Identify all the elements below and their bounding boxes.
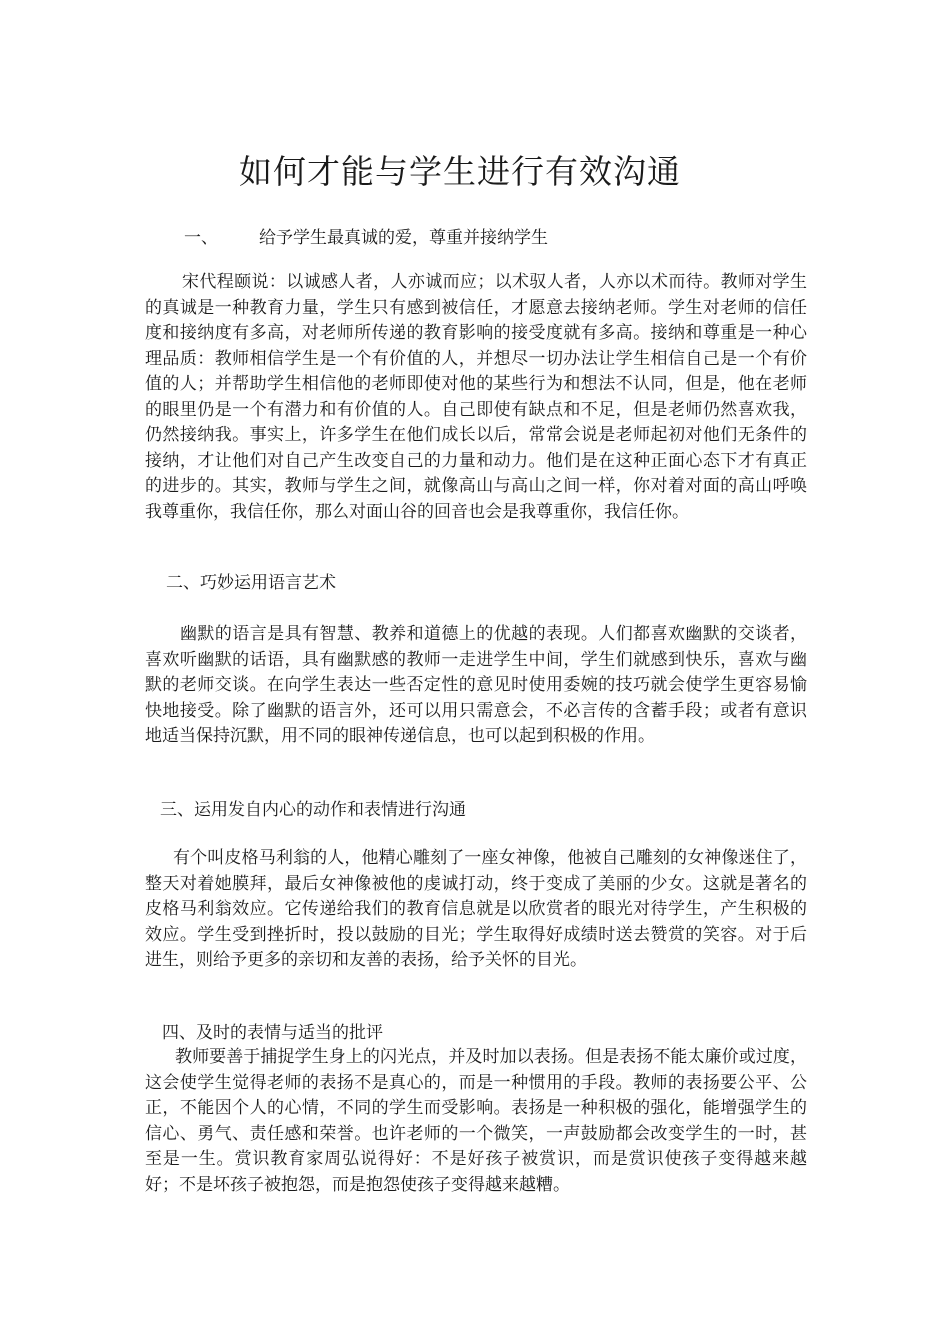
section-1-body: 宋代程颐说：以诚感人者，人亦诚而应；以术驭人者，人亦以术而待。教师对学生的真诚是一种教育力量，学生只有感到被信任，才愿意去接纳老师。学生对老师的信任度和接纳度有多高，对老师所传递的教育影响的接受度就有多高。接纳和尊重是一种心理品质：教师相信学生是一个有价值的人，并想尽一切办法让学生相信自己是一个有价值的人；并帮助学生相信他的老师即使对他的某些行为和想法不认同，但是，他在老师的眼里仍是一个有潜力和有价值的人。自己即使有缺点和不足，但是老师仍然喜欢我，仍然接纳我。事实上，许多学生在他们成长以后，常常会说是老师起初对他们无条件的接纳，才让他们对自己产生改变自己的力量和动力。他们是在这种正面心态下才有真正的进步的。其实，教师与学生之间，就像高山与高山之间一样，你对着对面的高山呼唤我尊重你，我信任你，那么对面山谷的回音也会是我尊重你，我信任你。 bbox=[145, 272, 807, 522]
section-1-number: 一、 bbox=[184, 228, 218, 248]
document-title: 如何才能与学生进行有效沟通 bbox=[239, 152, 681, 192]
section-2-heading: 二、巧妙运用语言艺术 bbox=[166, 573, 336, 593]
section-4-heading: 四、及时的表情与适当的批评 bbox=[162, 1023, 383, 1043]
section-1-heading-text: 给予学生最真诚的爱，尊重并接纳学生 bbox=[259, 228, 548, 248]
section-1-heading bbox=[184, 225, 548, 251]
section-3-heading: 三、运用发自内心的动作和表情进行沟通 bbox=[160, 800, 466, 820]
section-3-body: 有个叫皮格马利翁的人，他精心雕刻了一座女神像，他被自己雕刻的女神像迷住了，整天对着她膜拜，最后女神像被他的虔诚打动，终于变成了美丽的少女。这就是著名的皮格马利翁效应。它传递给我们的教育信息就是以欣赏者的眼光对待学生，产生积极的效应。学生受到挫折时，投以鼓励的目光；学生取得好成绩时送去赞赏的笑容。对于后进生，则给予更多的亲切和友善的表扬，给予关怀的目光。 bbox=[145, 848, 807, 970]
section-2-body: 幽默的语言是具有智慧、教养和道德上的优越的表现。人们都喜欢幽默的交谈者，喜欢听幽默的话语，具有幽默感的教师一走进学生中间，学生们就感到快乐，喜欢与幽默的老师交谈。在向学生表达一些否定性的意见时使用委婉的技巧就会使学生更容易愉快地接受。除了幽默的语言外，还可以用只需意会，不必言传的含蓄手段；或者有意识地适当保持沉默，用不同的眼神传递信息，也可以起到积极的作用。 bbox=[145, 624, 807, 746]
section-4-body: 教师要善于捕捉学生身上的闪光点，并及时加以表扬。但是表扬不能太廉价或过度，这会使学生觉得老师的表扬不是真心的，而是一种惯用的手段。教师的表扬要公平、公正，不能因个人的心情，不同的学生而受影响。表扬是一种积极的强化，能增强学生的信心、勇气、责任感和荣誉。也许老师的一个微笑，一声鼓励都会改变学生的一时，甚至是一生。赏识教育家周弘说得好：不是好孩子被赏识，而是赏识使孩子变得越来越好；不是坏孩子被抱怨，而是抱怨使孩子变得越来越糟。 bbox=[145, 1047, 807, 1195]
